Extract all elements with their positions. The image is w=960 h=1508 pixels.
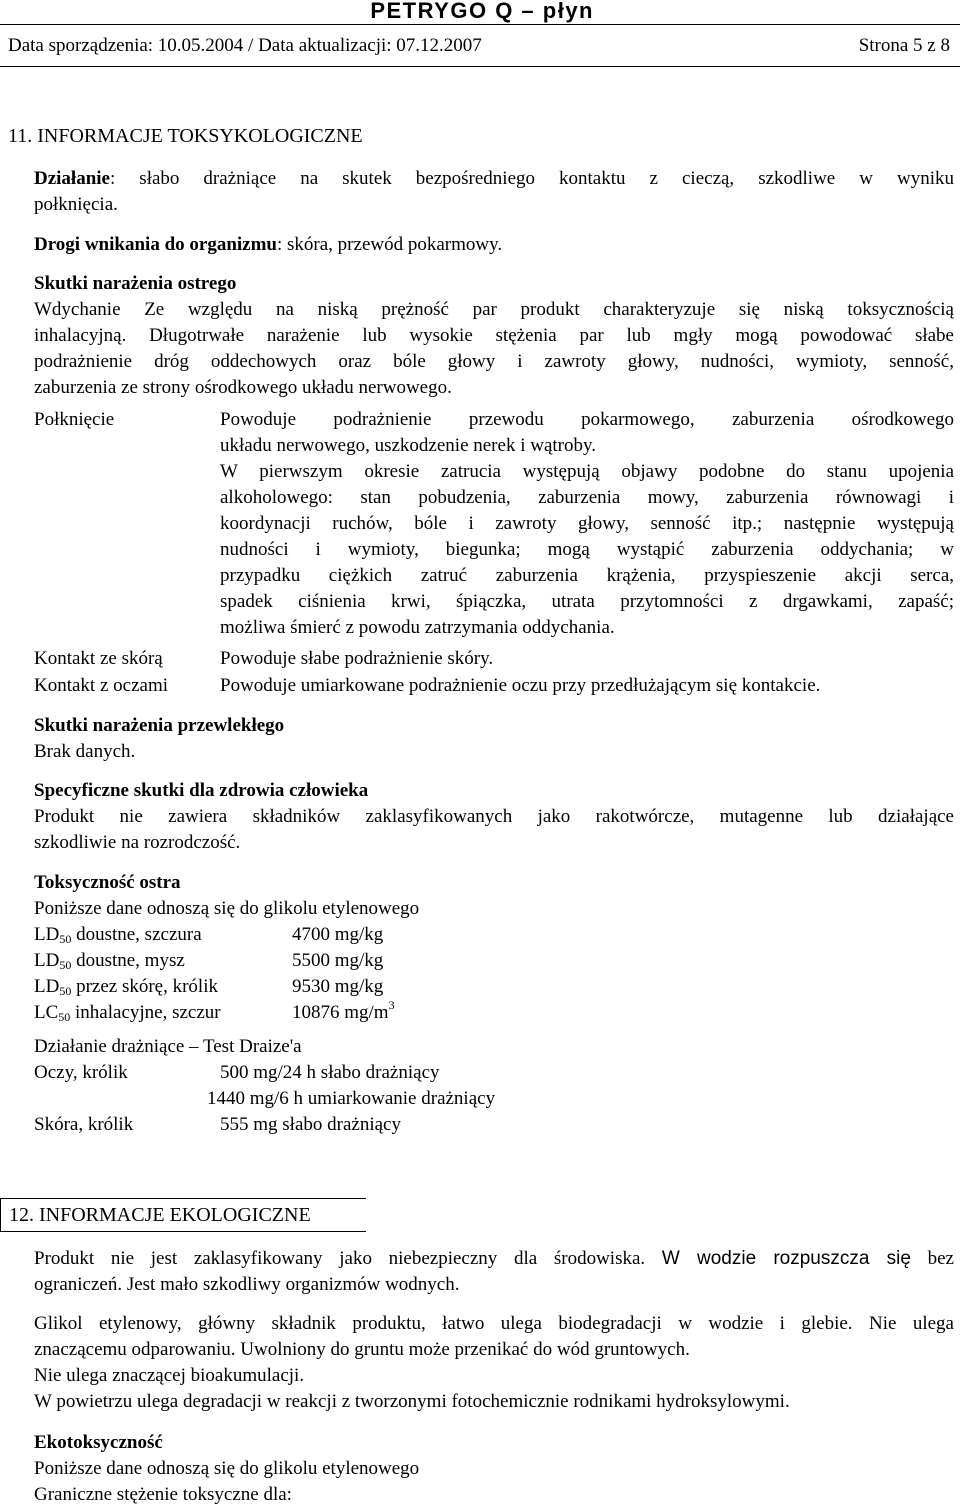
acute-line: zaburzenia ze strony ośrodkowego układu nerwowego.	[34, 377, 452, 398]
ingestion-line: alkoholowego: stan pobudzenia, zaburzenia mowy, zaburzenia równowagi i	[220, 487, 954, 508]
tox-sub: 50	[59, 958, 72, 972]
acute-heading: Skutki narażenia ostrego	[34, 273, 237, 294]
ecotox-limit: Graniczne stężenie toksyczne dla:	[34, 1484, 292, 1505]
routes-paragraph	[34, 232, 954, 258]
section-11-title: 11. INFORMACJE TOKSYKOLOGICZNE	[8, 125, 363, 147]
tox-prefix: LC	[34, 1002, 59, 1023]
eco-line: znaczącemu odparowaniu. Uwolniony do gruntu może przenikać do wód gruntowych.	[34, 1339, 690, 1360]
eye-contact-text: Powoduje umiarkowane podrażnienie oczu przy przedłużającym się kontakcie.	[220, 675, 821, 696]
acute-line: Wdychanie Ze względu na niską prężność par produkt charakteryzuje się niską toksycznością	[34, 299, 954, 320]
tox-value: 4700 mg/kg	[292, 924, 384, 945]
action-label: Działanie	[34, 168, 110, 189]
tox-prefix: LD	[34, 976, 60, 997]
chronic-heading: Skutki narażenia przewlekłego	[34, 715, 285, 736]
ingestion-line: możliwa śmierć z powodu zatrzymania oddychania.	[220, 617, 615, 638]
tox-sub: 50	[58, 1010, 71, 1024]
section-12-title-box	[0, 1198, 366, 1232]
eco-text: ograniczeń. Jest mało szkodliwy organizmów wodnych.	[34, 1274, 460, 1295]
action-text-line-1: : słabo drażniące na skutek bezpośredniego kontaktu z cieczą, szkodliwe w wyniku	[110, 168, 954, 189]
tox-route: przez skórę, królik	[71, 976, 218, 997]
specific-line: szkodliwie na rozrodczość.	[34, 832, 241, 853]
routes-label: Drogi wnikania do organizmu	[34, 234, 277, 255]
eco-text: bez	[910, 1248, 954, 1269]
chronic-text: Brak danych.	[34, 741, 136, 762]
eco-line: W powietrzu ulega degradacji w reakcji z tworzonymi fotochemicznie rodnikami hydroksylowymi.	[34, 1391, 790, 1412]
document-title: PETRYGO Q – płyn	[370, 0, 594, 23]
header-rule-bottom	[0, 66, 960, 67]
tox-route: inhalacyjne, szczur	[70, 1002, 221, 1023]
ingestion-line: Powoduje podrażnienie przewodu pokarmowego, zaburzenia ośrodkowego	[220, 409, 954, 430]
irritation-eyes-value-1: 500 mg/24 h słabo drażniący	[220, 1062, 440, 1083]
eco-line: Glikol etylenowy, główny składnik produktu, łatwo ulega biodegradacji w wodzie i glebie. Nie ulega	[34, 1313, 954, 1334]
ingestion-line: koordynacji ruchów, bóle i zawroty głowy, senność itp.; następnie występują	[220, 513, 954, 534]
tox-sup: 3	[388, 998, 395, 1012]
eco-paragraph-2	[34, 1311, 954, 1415]
page-number: Strona 5 z 8	[858, 35, 950, 56]
ecotox-intro: Poniższe dane odnoszą się do glikolu etylenowego	[34, 1458, 420, 1479]
eco-text-sans: W wodzie rozpuszcza się	[661, 1248, 911, 1269]
tox-prefix: LD	[34, 924, 60, 945]
tox-route: doustne, mysz	[71, 950, 185, 971]
ingestion-line: W pierwszym okresie zatrucia występują objawy podobne do stanu upojenia	[220, 461, 954, 482]
irritation-skin-value: 555 mg słabo drażniący	[220, 1114, 401, 1135]
tox-route: doustne, szczura	[71, 924, 202, 945]
routes-text: : skóra, przewód pokarmowy.	[277, 234, 503, 255]
acute-line: inhalacyjną. Długotrwałe narażenie lub wysokie stężenia par lub mgły mogą powodować słabe	[34, 325, 954, 346]
tox-value: 9530 mg/kg	[292, 976, 384, 997]
specific-paragraph	[34, 804, 954, 856]
tox-sub: 50	[59, 984, 72, 998]
acute-tox-intro: Poniższe dane odnoszą się do glikolu etylenowego	[34, 898, 420, 919]
ingestion-text	[220, 407, 954, 641]
tox-value: 10876 mg/m	[292, 1002, 389, 1023]
acute-line: podrażnienie dróg oddechowych oraz bóle głowy i zawroty głowy, nudności, wymioty, senność,	[34, 351, 954, 372]
specific-heading: Specyficzne skutki dla zdrowia człowieka	[34, 780, 369, 801]
acute-tox-heading: Toksyczność ostra	[34, 872, 181, 893]
eco-paragraph-1	[34, 1246, 954, 1298]
ingestion-line: układu nerwowego, uszkodzenie nerek i wątroby.	[220, 435, 597, 456]
ecotox-heading: Ekotoksyczność	[34, 1432, 163, 1453]
irritation-eyes-value-2: 1440 mg/6 h umiarkowanie drażniący	[207, 1088, 496, 1109]
eco-line: Nie ulega znaczącej bioakumulacji.	[34, 1365, 305, 1386]
eye-contact-label: Kontakt z oczami	[34, 675, 169, 696]
action-paragraph	[34, 166, 954, 218]
irritation-heading: Działanie drażniące – Test Draize'a	[34, 1036, 302, 1057]
header-rule	[0, 24, 960, 25]
tox-prefix: LD	[34, 950, 60, 971]
irritation-skin-label: Skóra, królik	[34, 1114, 134, 1135]
ingestion-label: Połknięcie	[34, 409, 115, 430]
ingestion-line: nudności i wymioty, biegunka; mogą wystąpić zaburzenia oddychania; w	[220, 539, 954, 560]
skin-contact-label: Kontakt ze skórą	[34, 648, 163, 669]
tox-value: 5500 mg/kg	[292, 950, 384, 971]
ingestion-line: przypadku ciężkich zatruć zaburzenia krążenia, przyspieszenie akcji serca,	[220, 565, 954, 586]
section-12-title: 12. INFORMACJE EKOLOGICZNE	[9, 1204, 311, 1226]
skin-contact-text: Powoduje słabe podrażnienie skóry.	[220, 648, 494, 669]
acute-paragraph	[34, 297, 954, 401]
header-dates: Data sporządzenia: 10.05.2004 / Data aktualizacji: 07.12.2007	[8, 35, 482, 56]
eco-text: Produkt nie jest zaklasyfikowany jako niebezpieczny dla środowiska.	[34, 1248, 662, 1269]
ingestion-line: spadek ciśnienia krwi, śpiączka, utrata przytomności z drgawkami, zapaść;	[220, 591, 954, 612]
tox-sub: 50	[59, 932, 72, 946]
action-text-line-2: połknięcia.	[34, 194, 118, 215]
irritation-eyes-label: Oczy, królik	[34, 1062, 128, 1083]
specific-line: Produkt nie zawiera składników zaklasyfikowanych jako rakotwórcze, mutagenne lub działające	[34, 806, 954, 827]
